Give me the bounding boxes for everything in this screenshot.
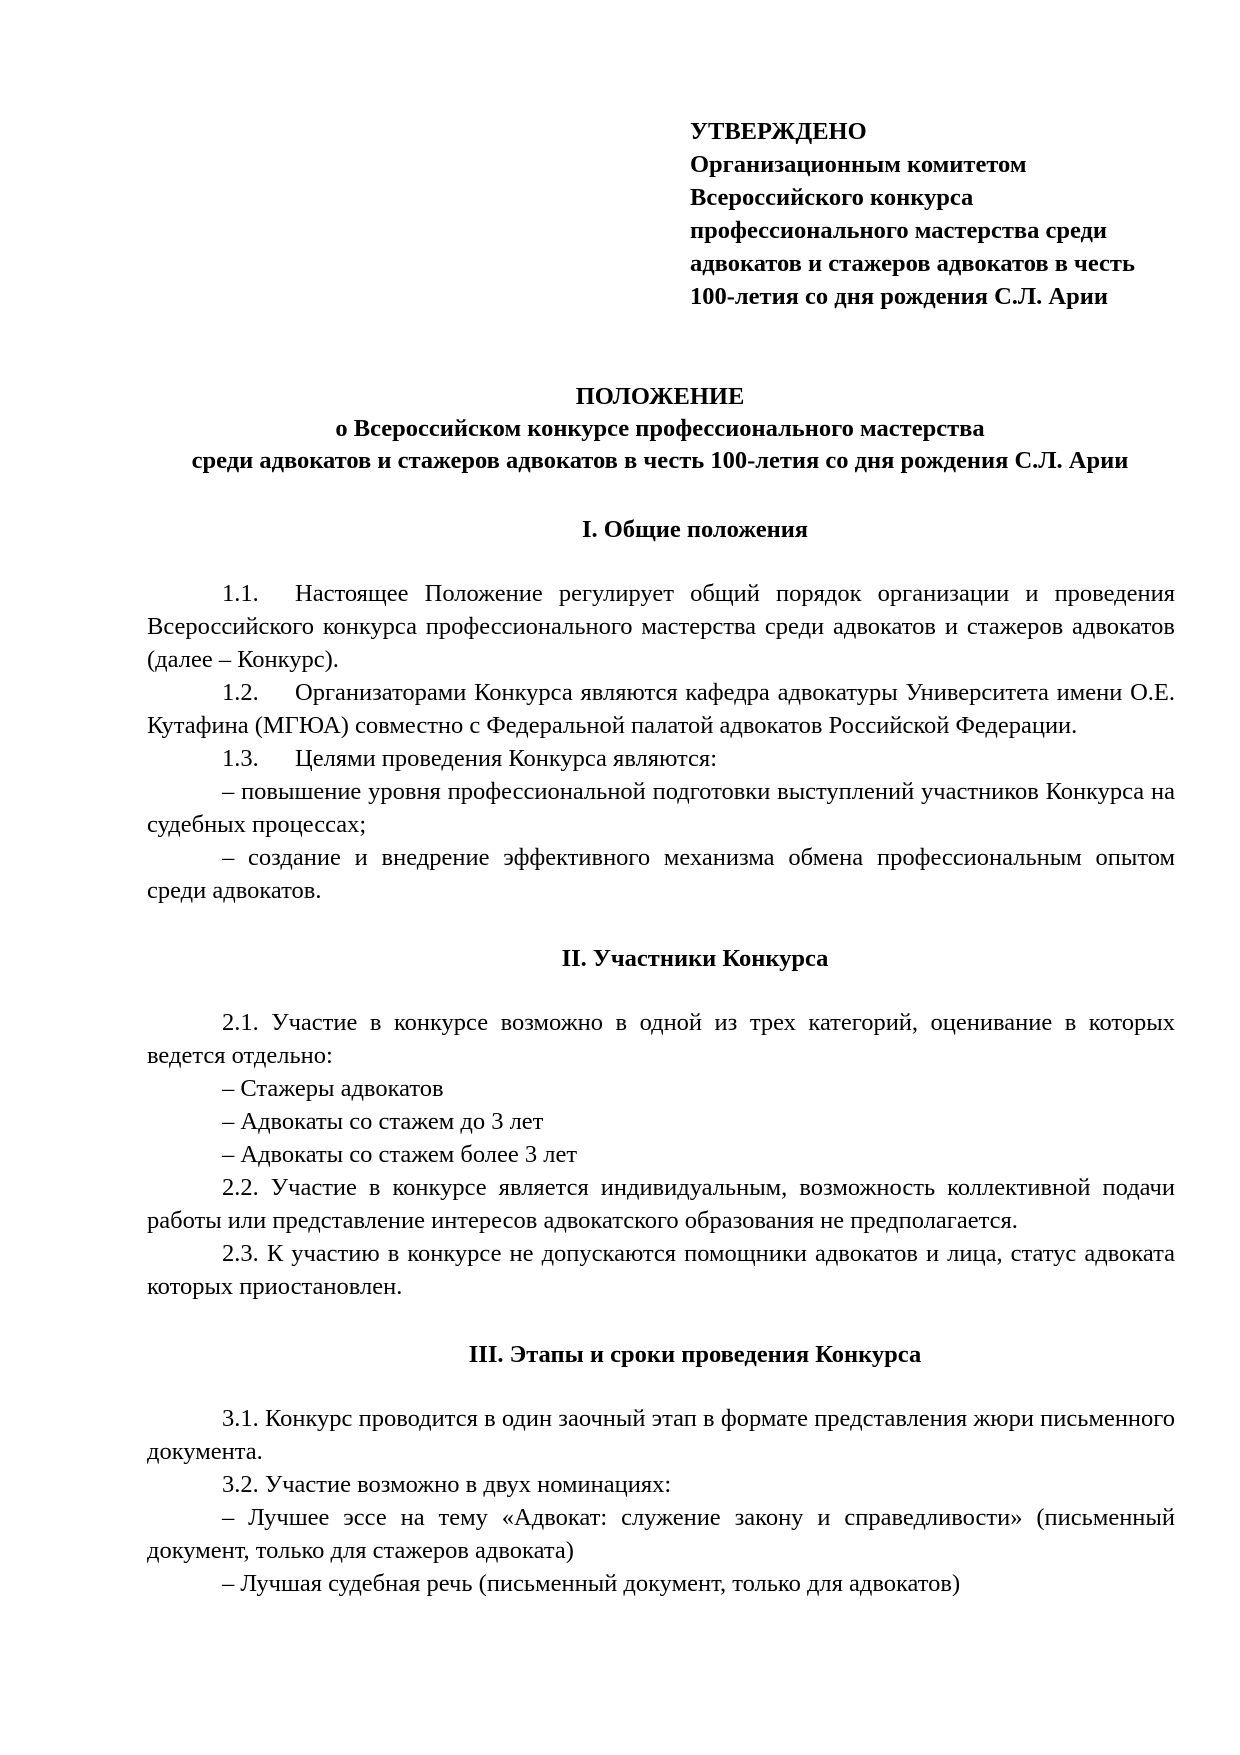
document-title (0, 381, 1240, 477)
paragraph-3-2: 3.2. Участие возможно в двух номинациях: (222, 1471, 672, 1498)
paragraph-1-2 (147, 676, 1175, 742)
goal-item: – создание и внедрение эффективного механизма обмена профессиональным опытом среди адвокатов. (147, 844, 1175, 904)
paragraph-text: Настоящее Положение регулирует общий порядок организации и проведения Всероссийского конкурса профессионального мастерства среди адвокатов и стажеров адвокатов (далее – Конкурс). (147, 580, 1175, 673)
paragraph-number: 1.3. (222, 745, 259, 772)
title-main: ПОЛОЖЕНИЕ (575, 383, 745, 410)
category-item: – Адвокаты со стажем до 3 лет (222, 1108, 544, 1135)
approval-line: адвокатов и стажеров адвокатов в честь (690, 250, 1135, 277)
paragraph-number: 1.2. (222, 679, 259, 706)
paragraph-2-2: 2.2. Участие в конкурсе является индивидуальным, возможность коллективной подачи работы или представление интересов адвокатского образования не предполагается. (147, 1174, 1175, 1234)
paragraph-text: Целями проведения Конкурса являются: (295, 745, 718, 772)
approval-line: Всероссийского конкурса (690, 184, 974, 211)
section-body-stages (147, 1402, 1175, 1600)
section-heading-stages: III. Этапы и сроки проведения Конкурса (468, 1341, 922, 1368)
category-item: – Адвокаты со стажем более 3 лет (222, 1141, 578, 1168)
title-subtitle-line: среди адвокатов и стажеров адвокатов в честь 100-летия со дня рождения С.Л. Арии (191, 447, 1129, 474)
goal-item: – повышение уровня профессиональной подготовки выступлений участников Конкурса на судебных процессах; (147, 778, 1175, 838)
section-heading-participants: II. Участники Конкурса (561, 945, 829, 972)
paragraph-text: Организаторами Конкурса являются кафедра адвокатуры Университета имени О.Е. Кутафина (МГЮА) совместно с Федеральной палатой адвокатов Российской Федерации. (147, 679, 1175, 739)
section-body-participants (147, 1006, 1175, 1303)
title-subtitle-line: о Всероссийском конкурсе профессионального мастерства (335, 415, 985, 442)
approval-line: профессионального мастерства среди (690, 217, 1108, 244)
paragraph-1-1 (147, 577, 1175, 676)
paragraph-2-3: 2.3. К участию в конкурсе не допускаются помощники адвокатов и лица, статус адвоката которых приостановлен. (147, 1240, 1175, 1300)
approval-line: Организационным комитетом (690, 151, 1027, 178)
category-item: – Стажеры адвокатов (222, 1075, 444, 1102)
section-heading-general: I. Общие положения (581, 516, 809, 543)
paragraph-3-1: 3.1. Конкурс проводится в один заочный этап в формате представления жюри письменного документа. (147, 1405, 1175, 1465)
approval-stamp-block (690, 115, 1210, 313)
paragraph-number: 1.1. (222, 580, 259, 607)
approval-line: УТВЕРЖДЕНО (690, 118, 867, 145)
nomination-item: – Лучшее эссе на тему «Адвокат: служение закону и справедливости» (письменный документ, только для стажеров адвоката) (147, 1504, 1175, 1564)
paragraph-1-3 (147, 742, 1175, 775)
approval-line: 100-летия со дня рождения С.Л. Арии (690, 283, 1108, 310)
section-body-general (147, 577, 1175, 907)
paragraph-2-1: 2.1. Участие в конкурсе возможно в одной из трех категорий, оценивание в которых ведется отдельно: (147, 1009, 1175, 1069)
nomination-item: – Лучшая судебная речь (письменный документ, только для адвокатов) (222, 1570, 961, 1597)
